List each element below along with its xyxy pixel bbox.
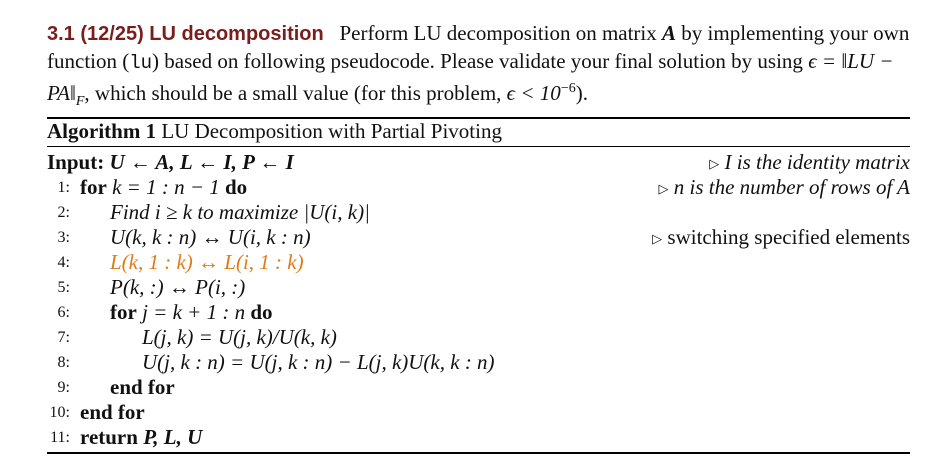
keyword-do: do <box>224 175 248 199</box>
line-number: 11: <box>50 429 70 446</box>
line-1-comment-text: n is the number of rows of A <box>673 175 910 199</box>
algorithm-line-3 <box>47 225 910 250</box>
keyword-do: do <box>250 300 273 324</box>
line-code: Find i ≥ k to maximize |U(i, k)| <box>110 200 370 224</box>
line-code: L(j, k) = U(j, k)/U(k, k) <box>142 325 337 349</box>
keyword-for: for <box>80 175 107 199</box>
problem-statement <box>47 20 917 116</box>
algorithm-line-2 <box>47 200 910 225</box>
line-number: 4: <box>57 254 70 271</box>
line-number: 3: <box>57 229 70 246</box>
comment-triangle-icon: ▷ <box>709 156 720 171</box>
line-code: P(k, :) ↔ P(i, :) <box>110 275 246 299</box>
input-label: Input: <box>47 150 105 174</box>
line-number: 7: <box>57 329 70 346</box>
intro-text-1b: by implementing your own function ( <box>47 21 910 73</box>
line-number: 9: <box>57 379 70 396</box>
keyword-end-for: end for <box>110 375 175 399</box>
frobenius-subscript: F <box>75 94 85 110</box>
line-code: U(k, k : n) ↔ U(i, k : n) <box>110 225 311 249</box>
intro-text-2a: , which should be a small value (for this problem, <box>84 81 507 105</box>
line-3-comment <box>652 225 910 251</box>
problem-heading: 3.1 (12/25) LU decomposition <box>47 23 324 45</box>
algorithm-title <box>47 118 502 144</box>
keyword-return: return <box>80 425 138 449</box>
line-number: 2: <box>57 204 70 221</box>
matrix-a-symbol: A <box>662 21 677 45</box>
algorithm-line-7 <box>47 325 910 350</box>
algorithm-label: Algorithm 1 <box>47 119 157 143</box>
line-code: k = 1 : n − 1 <box>112 175 220 199</box>
keyword-end-for: end for <box>80 400 145 424</box>
algorithm-line-9 <box>47 375 910 400</box>
input-comment-text: I is the identity matrix <box>724 150 910 174</box>
algorithm-line-5 <box>47 275 910 300</box>
line-code-highlighted: L(k, 1 : k) ↔ L(i, 1 : k) <box>110 250 304 274</box>
algorithm-line-1 <box>47 175 910 200</box>
input-comment <box>709 150 910 176</box>
algorithm-line-11 <box>47 425 910 450</box>
function-name: lu <box>129 51 153 74</box>
line-1-comment <box>658 175 910 201</box>
line-number: 1: <box>57 179 70 196</box>
keyword-for: for <box>110 300 137 324</box>
epsilon-formula: ϵ = ‖LU − PA‖ <box>47 48 894 105</box>
line-number: 5: <box>57 279 70 296</box>
line-3-comment-text: switching specified elements <box>667 225 910 249</box>
intro-text-1c: ) based on following pseudocode. Please validate your final solution by using <box>152 48 809 73</box>
line-number: 8: <box>57 354 70 371</box>
line-code: U(j, k : n) = U(j, k : n) − L(j, k)U(k, k : n) <box>142 350 495 374</box>
threshold-formula: ϵ < 10 <box>506 81 561 105</box>
intro-text-1a: Perform LU decomposition on matrix <box>339 21 663 45</box>
algorithm-line-6 <box>47 300 910 325</box>
algorithm-line-8 <box>47 350 910 375</box>
algorithm-title-rule <box>47 146 910 147</box>
intro-text-2b: ). <box>575 81 588 105</box>
line-code: j = k + 1 : n <box>142 300 246 324</box>
algorithm-line-4 <box>47 250 910 275</box>
line-code: P, L, U <box>143 425 203 449</box>
algorithm-input-line <box>47 150 910 175</box>
algorithm-name: LU Decomposition with Partial Pivoting <box>161 119 502 143</box>
algorithm-line-10 <box>47 400 910 425</box>
threshold-exponent: −6 <box>560 81 576 96</box>
line-number: 6: <box>57 304 70 321</box>
line-number: 10: <box>49 404 70 421</box>
comment-triangle-icon: ▷ <box>652 231 663 246</box>
input-expression: U ← A, L ← I, P ← I <box>109 150 294 174</box>
comment-triangle-icon: ▷ <box>658 181 669 196</box>
algorithm-bottom-rule <box>47 452 910 454</box>
